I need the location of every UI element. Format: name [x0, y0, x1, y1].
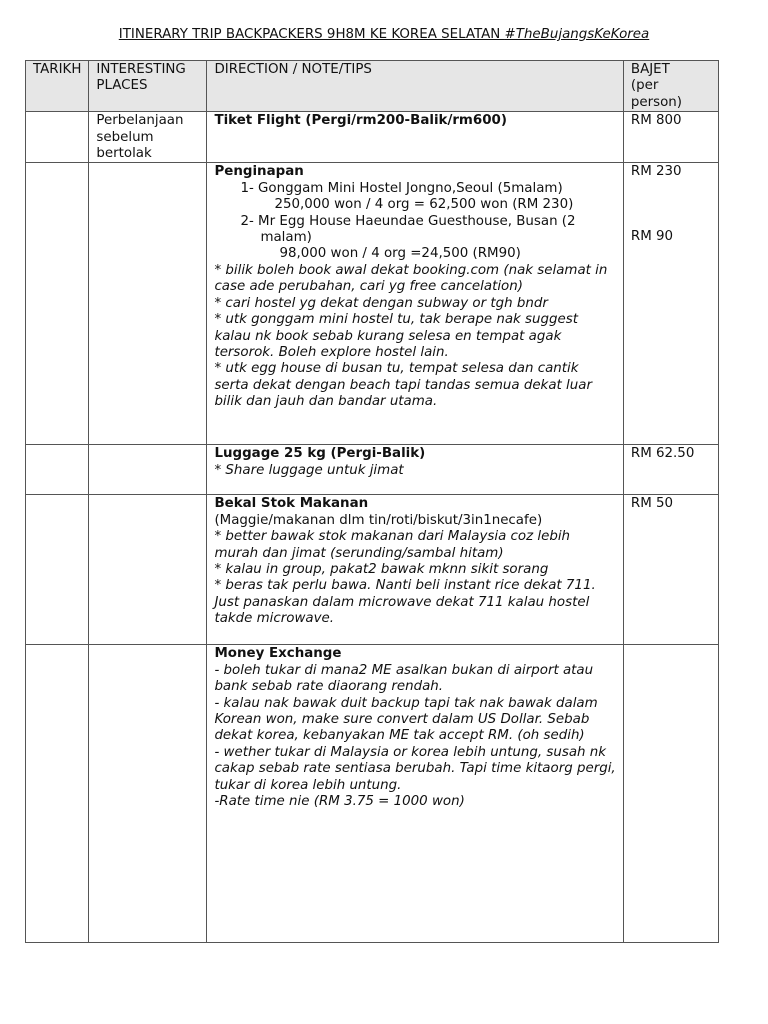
- budget-cell: [623, 163, 718, 445]
- date-cell: [26, 445, 89, 495]
- row-money: [26, 645, 719, 943]
- row-luggage: [26, 445, 719, 495]
- header-tarikh: TARIKH: [26, 61, 89, 112]
- notes-cell: [207, 495, 623, 645]
- money-heading: Money Exchange: [214, 646, 342, 662]
- budget-cell: RM 50: [623, 495, 718, 645]
- lodging-note: * cari hostel yg dekat dengan subway or tgh bndr: [214, 295, 548, 311]
- header-budget: BAJET (per person): [623, 61, 718, 112]
- notes-cell: [207, 163, 623, 445]
- lodging-item-1: 1- Gonggam Mini Hostel Jongno,Seoul (5malam): [240, 180, 563, 196]
- lodging-budget-1: RM 230: [630, 164, 682, 180]
- header-notes: DIRECTION / NOTE/TIPS: [207, 61, 623, 112]
- lodging-note: * utk gonggam mini hostel tu, tak berape nak suggest kalau nk book sebab kurang selesa en tempat agak tersorok. Boleh explore hostel lain.: [214, 312, 578, 360]
- notes-cell: [207, 445, 623, 495]
- place-cell: [89, 163, 207, 445]
- luggage-note: * Share luggage untuk jimat: [214, 462, 404, 478]
- date-cell: [26, 495, 89, 645]
- lodging-item-2-cost: 98,000 won / 4 org =24,500 (RM90): [279, 246, 521, 262]
- date-cell: [26, 112, 89, 163]
- notes-cell: [207, 645, 623, 943]
- date-cell: [26, 645, 89, 943]
- budget-cell: RM 800: [623, 112, 718, 163]
- budget-cell: [623, 645, 718, 943]
- itinerary-table: [25, 60, 719, 943]
- place-cell: [89, 445, 207, 495]
- header-row: [26, 61, 719, 112]
- place-cell: [89, 495, 207, 645]
- header-places: INTERESTING PLACES: [89, 61, 207, 112]
- lodging-item-1-cost: 250,000 won / 4 org = 62,500 won (RM 230): [274, 197, 574, 213]
- luggage-heading: Luggage 25 kg (Pergi-Balik): [214, 446, 426, 462]
- title-text: ITINERARY TRIP BACKPACKERS 9H8M KE KOREA SELATAN: [118, 27, 505, 42]
- title-hashtag: #TheBujangsKeKorea: [504, 27, 650, 42]
- document-title: [0, 27, 768, 42]
- food-note: * beras tak perlu bawa. Nanti beli instant rice dekat 711. Just panaskan dalam microwave dekat 711 kalau hostel takde microwave.: [214, 578, 596, 627]
- money-note: - boleh tukar di mana2 ME asalkan bukan di airport atau bank sebab rate diaorang rendah.: [214, 662, 594, 695]
- food-note: * kalau in group, pakat2 bawak mknn sikit sorang: [214, 562, 549, 578]
- place-cell: Perbelanjaan sebelum bertolak: [89, 112, 207, 163]
- budget-cell: RM 62.50: [623, 445, 718, 495]
- food-note: * better bawak stok makanan dari Malaysia coz lebih murah dan jimat (serunding/sambal hitam): [214, 529, 571, 561]
- lodging-budget-2: RM 90: [630, 228, 674, 244]
- row-flight: [26, 112, 719, 163]
- food-subheading: (Maggie/makanan dlm tin/roti/biskut/3in1necafe): [214, 512, 543, 528]
- date-cell: [26, 163, 89, 445]
- notes-cell: [207, 112, 623, 163]
- row-food: [26, 495, 719, 645]
- money-note: - wether tukar di Malaysia or korea lebih untung, susah nk cakap sebab rate sentiasa berubah. Tapi time kitaorg pergi, tukar di korea lebih untung.: [214, 744, 616, 793]
- lodging-note: * utk egg house di busan tu, tempat selesa dan cantik serta dekat dengan beach tapi tandas semua dekat luar bilik dan jauh dan bandar utama.: [214, 361, 592, 410]
- money-note: - kalau nak bawak duit backup tapi tak nak bawak dalam Korean won, make sure convert dalam US Dollar. Sebab dekat korea, kebanyakan ME tak accept RM. (oh sedih): [214, 695, 598, 744]
- lodging-item-2: 2- Mr Egg House Haeundae Guesthouse, Busan (2 malam): [240, 213, 576, 246]
- place-cell: [89, 645, 207, 943]
- lodging-heading: Penginapan: [214, 164, 304, 180]
- food-heading: Bekal Stok Makanan: [214, 496, 369, 512]
- flight-heading: Tiket Flight (Pergi/rm200-Balik/rm600): [214, 113, 507, 129]
- lodging-note: * bilik boleh book awal dekat booking.com (nak selamat in case ade perubahan, cari yg free cancelation): [214, 262, 608, 295]
- money-note: -Rate time nie (RM 3.75 = 1000 won): [214, 794, 465, 810]
- row-lodging: [26, 163, 719, 445]
